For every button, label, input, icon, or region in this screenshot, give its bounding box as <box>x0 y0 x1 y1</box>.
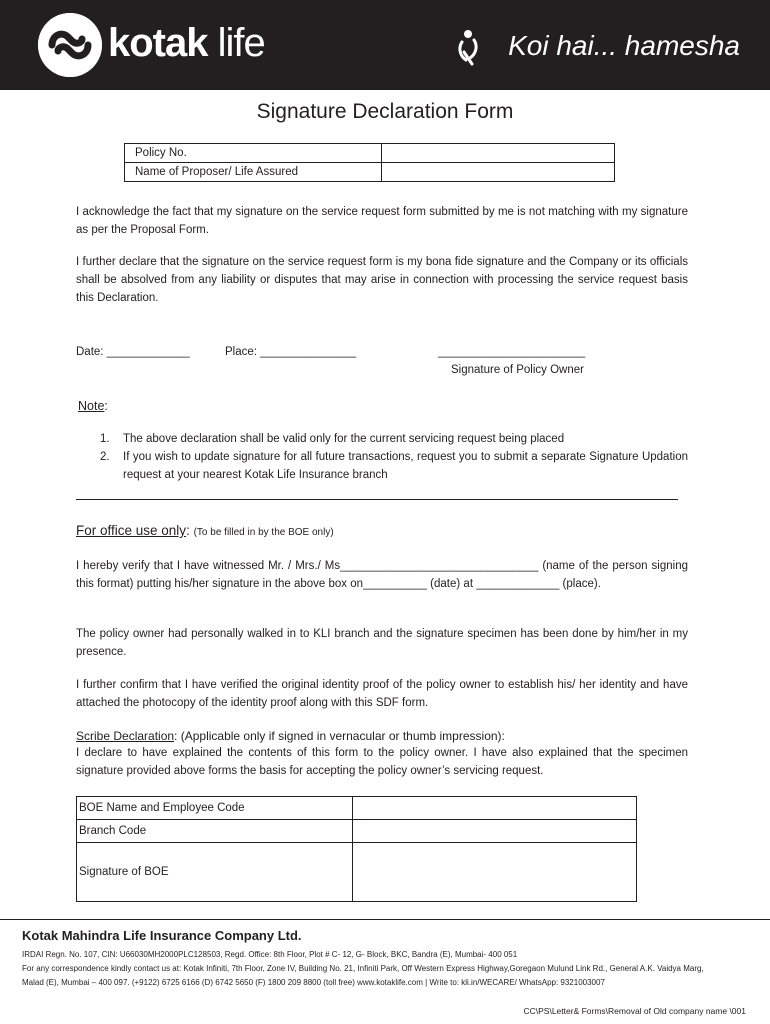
walked-in-paragraph: The policy owner had personally walked in to KLI branch and the signature specimen has been done by him/her in my presence. <box>76 628 688 658</box>
kotak-logo-icon <box>38 13 102 77</box>
brand-light: life <box>217 21 265 65</box>
table-row <box>77 843 637 902</box>
list-item: 1. The above declaration shall be valid only for the current servicing request being placed <box>100 433 565 445</box>
footer-divider <box>0 919 770 920</box>
boe-signature-label: Signature of BOE <box>77 843 353 902</box>
policy-table <box>124 143 615 182</box>
brand-name <box>108 18 265 68</box>
tagline: Koi hai... hamesha <box>508 30 740 61</box>
boe-signature-field[interactable] <box>353 843 637 902</box>
office-use-heading <box>76 522 334 542</box>
table-row <box>77 797 637 820</box>
owner-signature-line[interactable]: _______________________ <box>438 346 586 358</box>
office-use-sub: (To be filled in by the BOE only) <box>193 527 334 538</box>
boe-name-label: BOE Name and Employee Code <box>77 797 353 820</box>
scribe-heading-text: Scribe Declaration <box>76 729 175 743</box>
acknowledge-paragraph: I acknowledge the fact that my signature on the service request form submitted by me is not matching with my signature as per the Proposal Form. <box>76 206 688 236</box>
verify-paragraph: I hereby verify that I have witnessed Mr. / Mrs./ Ms_______________________________ (name of the person signing this format) putting his/her signature in the above box on__________ (date) at _____________ (place). <box>76 560 688 590</box>
tagline-figure-icon <box>456 28 484 66</box>
owner-signature-label: Signature of Policy Owner <box>451 364 584 376</box>
office-use-colon: : <box>186 523 190 538</box>
further-declare-paragraph: I further declare that the signature on the service request form is my bona fide signature and the Company or its officials shall be absolved from any liability or disputes that may arise in connection with processing the service request basis this Declaration. <box>76 256 688 304</box>
scribe-heading-rest: : (Applicable only if signed in vernacular or thumb impression): <box>174 729 505 743</box>
footer-company: Kotak Mahindra Life Insurance Company Ltd. <box>22 928 302 943</box>
section-divider <box>76 499 678 500</box>
table-row <box>77 820 637 843</box>
brand-bold: kotak <box>108 21 208 65</box>
footer-address: For any correspondence kindly contact us at: Kotak Infiniti, 7th Floor, Zone IV, Building No. 21, Infiniti Park, Off Western Express Highway,Goregaon Mulund Link Rd., General A.K. Vaidya Marg, <box>22 964 704 973</box>
date-field[interactable]: Date: _____________ <box>76 346 190 358</box>
table-row <box>125 163 615 182</box>
scribe-paragraph: I declare to have explained the contents of this form to the policy owner. I have also explained that the specimen signature provided above forms the basis for accepting the policy owner’s servicing request. <box>76 747 688 777</box>
branch-code-label: Branch Code <box>77 820 353 843</box>
note-heading <box>78 397 108 415</box>
list-item: 2. If you wish to update signature for all future transactions, request you to submit a separate Signature Updation request at your nearest Kotak Life Insurance branch <box>100 451 688 481</box>
table-row <box>125 144 615 163</box>
footer-regn: IRDAI Regn. No. 107, CIN: U66030MH2000PLC128503, Regd. Office: 8th Floor, Plot # C- 12, G- Block, BKC, Bandra (E), Mumbai- 400 051 <box>22 950 518 959</box>
place-field[interactable]: Place: _______________ <box>225 346 357 358</box>
note-item-text: The above declaration shall be valid only for the current servicing request being placed <box>123 433 565 445</box>
proposer-name-field[interactable] <box>382 163 615 182</box>
document-reference: CC\PS\Letter& Forms\Removal of Old company name \001 <box>523 1006 746 1016</box>
header-bar <box>0 0 770 90</box>
office-use-heading-text: For office use only <box>76 523 187 538</box>
footer-contact: Malad (E), Mumbai – 400 097. (+9122) 6725 6166 (D) 6742 5650 (F) 1800 209 8800 (toll free) www.kotaklife.com | Write to: kli.in/WECARE/ WhatsApp: 9321003007 <box>22 978 605 987</box>
branch-code-field[interactable] <box>353 820 637 843</box>
note-colon: : <box>104 399 108 413</box>
note-item-text: If you wish to update signature for all future transactions, request you to submit a separate Signature Updation request at your nearest Kotak Life Insurance branch <box>123 451 688 481</box>
note-list <box>100 430 688 484</box>
policy-no-label: Policy No. <box>125 144 382 163</box>
policy-no-field[interactable] <box>382 144 615 163</box>
boe-table <box>76 796 637 902</box>
boe-name-field[interactable] <box>353 797 637 820</box>
form-title: Signature Declaration Form <box>256 100 514 123</box>
scribe-heading <box>76 727 505 745</box>
note-heading-text: Note <box>78 399 105 413</box>
confirm-paragraph: I further confirm that I have verified the original identity proof of the policy owner to establish his/ her identity and have attached the photocopy of the identity proof along with this SDF form. <box>76 679 688 709</box>
proposer-name-label: Name of Proposer/ Life Assured <box>125 163 382 182</box>
